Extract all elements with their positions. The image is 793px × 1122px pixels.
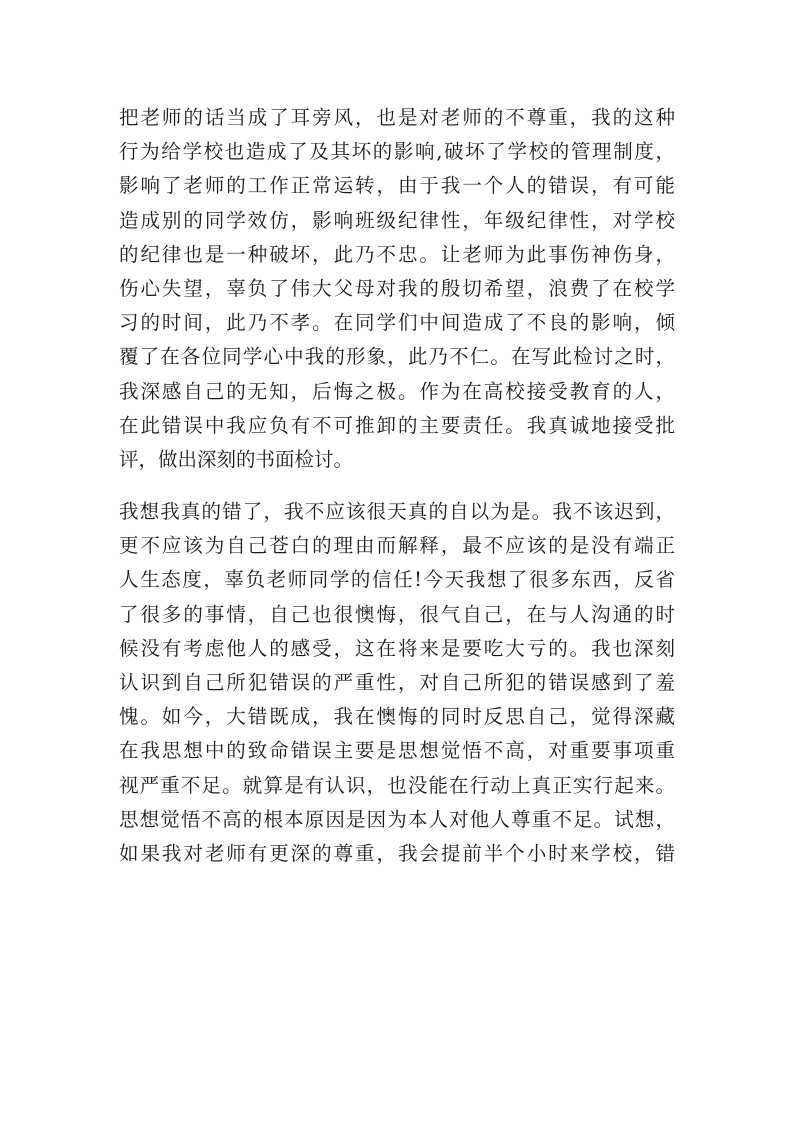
text-line: 在此错误中我应负有不可推卸的主要责任。我真诚地接受批 (119, 413, 675, 437)
text-line: 伤心失望，辜负了伟大父母对我的殷切希望，浪费了在校学 (119, 276, 675, 300)
text-line: 我想我真的错了，我不应该很天真的自以为是。我不该迟到， (119, 500, 675, 524)
paragraph-1 (119, 101, 675, 477)
text-line: 的纪律也是一种破坏，此乃不忠。让老师为此事伤神伤身， (119, 242, 675, 266)
text-line: 如果我对老师有更深的尊重，我会提前半个小时来学校，错 (119, 841, 675, 865)
text-line: 把老师的话当成了耳旁风，也是对老师的不尊重，我的这种 (119, 106, 675, 129)
text-line: 在我思想中的致命错误主要是思想觉悟不高，对重要事项重 (119, 739, 675, 763)
text-line: 造成别的同学效仿，影响班级纪律性，年级纪律性，对学校 (119, 208, 675, 232)
text-line: 影响了老师的工作正常运转，由于我一个人的错误，有可能 (119, 174, 675, 198)
text-line: 人生态度，辜负老师同学的信任!今天我想了很多东西，反省 (119, 568, 675, 592)
paragraph-spacer (119, 477, 675, 495)
text-line: 候没有考虑他人的感受，这在将来是要吃大亏的。我也深刻 (119, 636, 675, 660)
text-line: 覆了在各位同学心中我的形象，此乃不仁。在写此检讨之时， (119, 345, 675, 369)
document-body (119, 101, 675, 871)
text-line: 更不应该为自己苍白的理由而解释，最不应该的是没有端正 (119, 534, 675, 558)
text-line: 我深感自己的无知，后悔之极。作为在高校接受教育的人， (119, 379, 675, 403)
text-line: 行为给学校也造成了及其坏的影响,破坏了学校的管理制度， (119, 140, 675, 164)
text-line: 愧。如今，大错既成，我在懊悔的同时反思自己，觉得深藏 (119, 705, 675, 729)
text-line: 习的时间，此乃不孝。在同学们中间造成了不良的影响，倾 (119, 311, 675, 335)
text-line: 视严重不足。就算是有认识，也没能在行动上真正实行起来。 (119, 773, 675, 797)
paragraph-2 (119, 495, 675, 871)
text-line: 评，做出深刻的书面检讨。 (119, 447, 354, 471)
text-line: 了很多的事情，自己也很懊悔，很气自己，在与人沟通的时 (119, 602, 675, 626)
text-line: 认识到自己所犯错误的严重性，对自己所犯的错误感到了羞 (119, 671, 675, 694)
text-line: 思想觉悟不高的根本原因是因为本人对他人尊重不足。试想， (119, 807, 675, 831)
